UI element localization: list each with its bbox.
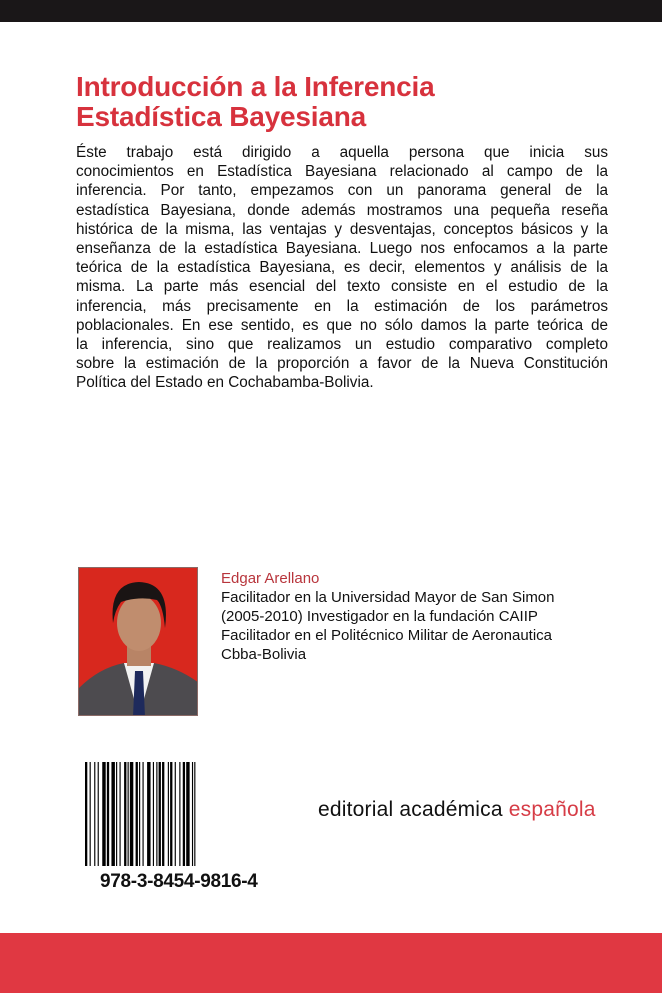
barcode-bar — [147, 762, 150, 866]
barcode-bar — [159, 762, 161, 866]
description-line: histórica de la misma, las ventajas y desventajas, conceptos básicos y la — [76, 220, 608, 238]
barcode-bar — [192, 762, 193, 866]
description-line: misma. La parte más esencial del texto consiste en el estudio de la — [76, 278, 608, 296]
barcode-bar — [124, 762, 126, 866]
publisher-name: editorial académica — [318, 798, 503, 821]
barcode-bar — [179, 762, 180, 866]
book-title — [76, 72, 434, 132]
barcode-bar — [111, 762, 114, 866]
barcode-bar — [120, 762, 121, 866]
barcode-bar — [116, 762, 117, 866]
author-bio-line: Facilitador en el Politécnico Militar de Aeronautica — [221, 627, 553, 644]
barcode-bar — [107, 762, 109, 866]
barcode-bar — [153, 762, 154, 866]
barcode-bar — [102, 762, 105, 866]
author-info — [221, 569, 555, 664]
barcode-bar — [156, 762, 157, 866]
barcode-bar — [85, 762, 87, 866]
barcode-bar — [98, 762, 99, 866]
description-line: teórica de la estadística Bayesiana, es decir, elementos y análisis de la — [76, 259, 608, 277]
barcode — [85, 762, 279, 866]
barcode-bar — [128, 762, 129, 866]
barcode-bar — [90, 762, 91, 866]
barcode-bar — [175, 762, 176, 866]
isbn: 978-3-8454-9816-4 — [100, 871, 258, 892]
author-bio-line: (2005-2010) Investigador en la fundación CAIIP — [221, 608, 538, 625]
publisher-name-accent: española — [508, 798, 596, 821]
barcode-bar — [183, 762, 185, 866]
title-line-1: Introducción a la Inferencia — [76, 71, 435, 102]
description-line: estadística Bayesiana, donde además mostramos una pequeña reseña — [76, 201, 608, 219]
description-line: Política del Estado en Cochabamba-Bolivia. — [76, 374, 374, 392]
author-bio-line: Cbba-Bolivia — [221, 646, 307, 663]
barcode-bar — [139, 762, 140, 866]
author-photo — [78, 567, 198, 716]
publisher-logo — [318, 798, 596, 822]
description-line: inferencia. Por tanto, empezamos con un panorama general de la — [76, 182, 608, 200]
barcode-bar — [194, 762, 195, 866]
bottom-band — [0, 933, 662, 993]
description-line: inferencia, más precisamente en la estimación de los parámetros — [76, 297, 608, 315]
description-line: enseñanza de la estadística Bayesiana. Luego nos enfocamos a la parte — [76, 240, 608, 258]
barcode-bar — [94, 762, 95, 866]
description-line: Éste trabajo está dirigido a aquella persona que inicia sus — [76, 144, 608, 161]
barcode-bar — [136, 762, 138, 866]
title-line-2: Estadística Bayesiana — [76, 101, 366, 132]
barcode-bar — [186, 762, 189, 866]
top-bar — [0, 0, 662, 22]
barcode-bar — [170, 762, 172, 866]
description-line: la inferencia, sino que realizamos un estudio comparativo completo — [76, 336, 608, 354]
description-line: conocimientos en Estadística Bayesiana relacionado al campo de la — [76, 163, 608, 181]
description-line: sobre la estimación de la proporción a favor de la Nueva Constitución — [76, 355, 608, 373]
book-description — [76, 143, 608, 393]
barcode-bar — [168, 762, 169, 866]
author-name: Edgar Arellano — [221, 570, 320, 587]
author-bio-line: Facilitador en la Universidad Mayor de San Simon — [221, 589, 555, 606]
barcode-bar — [130, 762, 133, 866]
description-line: poblacionales. En ese sentido, es que no sólo damos la parte teórica de — [76, 316, 608, 334]
barcode-bar — [162, 762, 164, 866]
barcode-bar — [143, 762, 144, 866]
